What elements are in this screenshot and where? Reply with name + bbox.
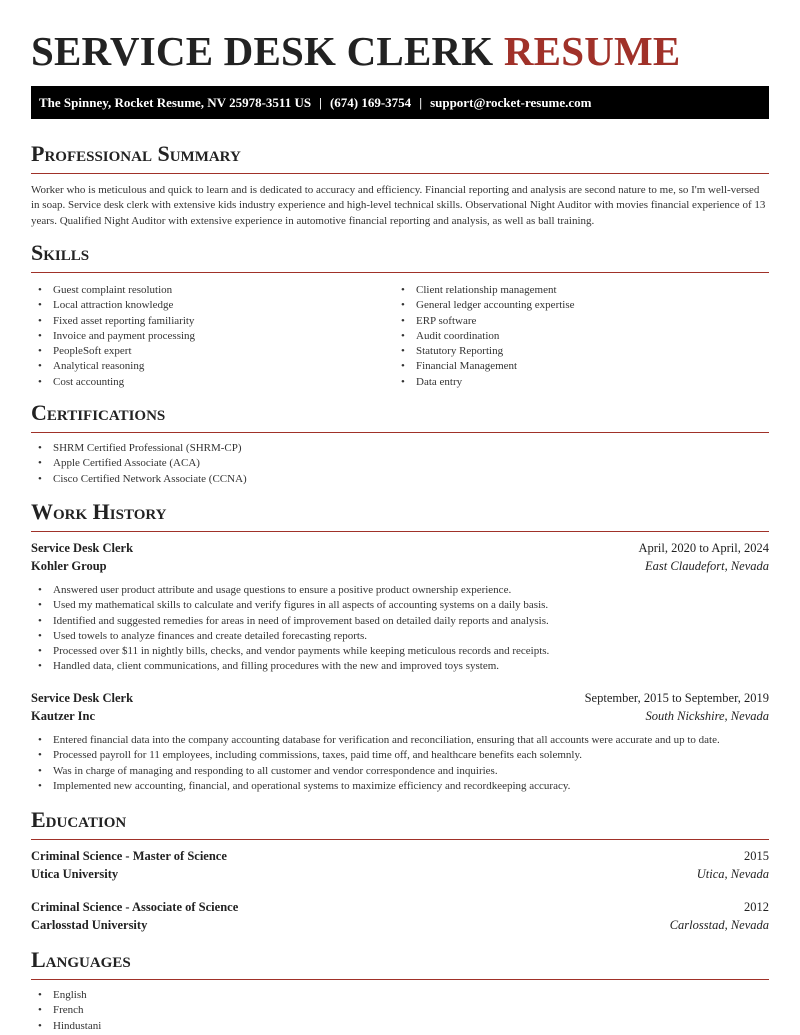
education-school: Utica University: [31, 867, 119, 881]
job-title: Service Desk Clerk: [31, 691, 134, 705]
job-bullet: • Processed over $11 in nightly bills, checks, and vendor payments while keeping meticulous records and receipts.: [31, 644, 769, 659]
certification-item: • Apple Certified Associate (ACA): [31, 456, 769, 471]
certification-item: • SHRM Certified Professional (SHRM-CP): [31, 441, 769, 456]
contact-address: The Spinney, Rocket Resume, NV 25978-3511 US: [39, 94, 312, 110]
section-divider: [31, 839, 769, 840]
language-item: • English: [31, 988, 769, 1003]
job-bullet: • Answered user product attribute and usage questions to ensure a positive product ownership experience.: [31, 583, 769, 598]
job-bullet: • Implemented new accounting, financial, and operational systems to maximize efficiency and recordkeeping accuracy.: [31, 779, 769, 794]
skill-item: • Client relationship management: [394, 283, 757, 298]
education-degree: Criminal Science - Master of Science: [31, 849, 227, 863]
skill-item: • Statutory Reporting: [394, 344, 757, 359]
skill-item: • Cost accounting: [31, 375, 394, 390]
skill-item: • Guest complaint resolution: [31, 283, 394, 298]
education-entry: [31, 898, 769, 934]
job-dates: September, 2015 to September, 2019: [584, 691, 769, 705]
languages-list: [31, 988, 769, 1034]
skill-item: • ERP software: [394, 314, 757, 329]
skill-item: • Local attraction knowledge: [31, 298, 394, 313]
education-section: [31, 807, 769, 840]
skill-item: • PeopleSoft expert: [31, 344, 394, 359]
education-location: Utica, Nevada: [696, 867, 769, 881]
section-divider: [31, 432, 769, 433]
skills-section: [31, 240, 769, 390]
title-main: SERVICE DESK CLERK: [31, 28, 494, 74]
work-heading: Work History: [31, 499, 167, 524]
job-entry: [31, 539, 769, 675]
education-heading: Education: [31, 807, 127, 832]
job-bullet: • Processed payroll for 11 employees, including commissions, taxes, paid time off, and healthcare benefits each solemnly.: [31, 748, 769, 763]
section-divider: [31, 173, 769, 174]
education-location: Carlosstad, Nevada: [669, 918, 769, 932]
certification-item: • Cisco Certified Network Associate (CCNA): [31, 472, 769, 487]
contact-separator: |: [419, 94, 423, 110]
job-title: Service Desk Clerk: [31, 541, 134, 555]
section-divider: [31, 979, 769, 980]
language-item: • French: [31, 1003, 769, 1018]
summary-text: Worker who is meticulous and quick to learn and is dedicated to accuracy and efficiency. Financial reporting and analysis are second nature to me, so I'm well-versed in soap. Service desk clerk with extensive kids industry experience and high-level technical skills. Observational Night Auditor with movies financial experience of 13 years. Qualified Night Auditor with extensive experience in automotive financial reporting and analysis, as well as ball training.: [31, 184, 766, 227]
job-location: East Claudefort, Nevada: [645, 559, 769, 573]
education-header: [31, 847, 769, 865]
resume-title: [31, 0, 769, 74]
job-bullets: [31, 733, 769, 794]
job-header: [31, 689, 769, 707]
skill-item: • Financial Management: [394, 359, 757, 374]
skill-item: • General ledger accounting expertise: [394, 298, 757, 313]
skills-columns: [31, 283, 769, 390]
education-subheader: [31, 865, 769, 883]
education-degree: Criminal Science - Associate of Science: [31, 900, 239, 914]
job-bullets: [31, 583, 769, 675]
job-dates: April, 2020 to April, 2024: [638, 541, 769, 555]
skill-item: • Invoice and payment processing: [31, 329, 394, 344]
job-subheader: [31, 557, 769, 575]
work-section: [31, 499, 769, 532]
job-entry: [31, 689, 769, 794]
job-bullet: • Used my mathematical skills to calculate and verify figures in all aspects of accounting systems on a daily basis.: [31, 598, 769, 613]
summary-heading: Professional Summary: [31, 141, 241, 166]
skills-list-right: [394, 283, 757, 390]
title-accent: RESUME: [503, 28, 681, 74]
summary-section: [31, 141, 769, 229]
skill-item: • Data entry: [394, 375, 757, 390]
job-header: [31, 539, 769, 557]
education-subheader: [31, 916, 769, 934]
job-bullet: • Handled data, client communications, and filling procedures with the new and improved toys system.: [31, 659, 769, 674]
contact-separator: |: [319, 94, 322, 110]
contact-bar: [31, 86, 769, 119]
job-bullet: • Identified and suggested remedies for areas in need of improvement based on detailed daily reports and analysis.: [31, 614, 769, 629]
job-bullet: • Was in charge of managing and responding to all customer and vendor correspondence and inquiries.: [31, 764, 769, 779]
certifications-heading: Certifications: [31, 400, 166, 425]
education-year: 2012: [744, 900, 769, 914]
job-company: Kohler Group: [31, 559, 107, 573]
language-item: • Hindustani: [31, 1019, 769, 1034]
job-company: Kautzer Inc: [31, 709, 95, 723]
skill-item: • Analytical reasoning: [31, 359, 394, 374]
job-bullet: • Used towels to analyze finances and create detailed forecasting reports.: [31, 629, 769, 644]
skills-list-left: [31, 283, 394, 390]
certifications-list: [31, 441, 769, 487]
job-bullet: • Entered financial data into the company accounting database for verification and reconciliation, ensuring that all accounts were accurate and up to date.: [31, 733, 769, 748]
job-subheader: [31, 707, 769, 725]
skill-item: • Audit coordination: [394, 329, 757, 344]
skills-heading: Skills: [31, 240, 90, 265]
section-divider: [31, 531, 769, 532]
languages-section: [31, 947, 769, 1034]
section-divider: [31, 272, 769, 273]
contact-phone[interactable]: (674) 169-3754: [329, 94, 412, 110]
certifications-section: [31, 400, 769, 487]
skill-item: • Fixed asset reporting familiarity: [31, 314, 394, 329]
education-year: 2015: [744, 849, 769, 863]
contact-email[interactable]: support@rocket-resume.com: [430, 94, 592, 110]
education-entry: [31, 847, 769, 883]
languages-heading: Languages: [31, 947, 131, 972]
education-school: Carlosstad University: [31, 918, 148, 932]
job-location: South Nickshire, Nevada: [645, 709, 769, 723]
education-header: [31, 898, 769, 916]
